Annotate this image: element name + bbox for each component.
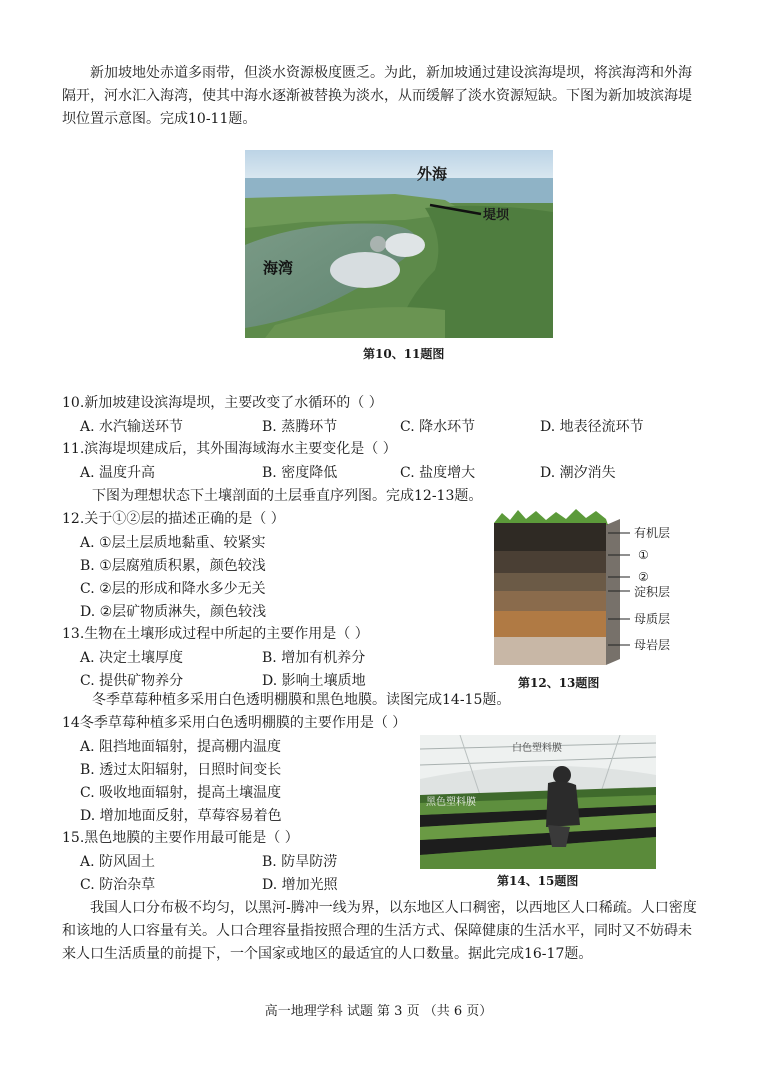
question-12-stem: 12.关于①②层的描述正确的是（ ） (62, 511, 285, 527)
q10-option-a[interactable]: A. 水汽输送环节 (80, 419, 184, 435)
intro-paragraph-singapore: 新加坡地处赤道多雨带，但淡水资源极度匮乏。为此，新加坡通过建设滨海堤坝，将滨海湾和外海隔开，河水汇入海湾，使其中海水逐渐被替换为淡水，从而缓解了淡水资源短缺。下图为新加坡滨海堤坝位置示意图。完成10-11题。 (62, 65, 692, 127)
greenhouse-photo (420, 735, 656, 869)
q12-option-c[interactable]: C. ②层的形成和降水多少无关 (80, 581, 266, 597)
question-13-stem: 13.生物在土壤形成过程中所起的主要作用是（ ） (62, 626, 369, 642)
label-white-film: 白色塑料膜 (512, 743, 562, 754)
q14-option-a[interactable]: A. 阻挡地面辐射，提高棚内温度 (80, 739, 282, 755)
figure-caption-10-11: 第10、11题图 (363, 347, 445, 361)
label-bay: 海湾 (263, 259, 294, 277)
q12-option-d[interactable]: D. ②层矿物质淋失，颜色较浅 (80, 604, 267, 620)
q14-option-b[interactable]: B. 透过太阳辐射，日照时间变长 (80, 762, 282, 778)
question-10-stem: 10.新加坡建设滨海堤坝，主要改变了水循环的（ ） (62, 395, 383, 411)
intro-paragraph-strawberry: 冬季草莓种植多采用白色透明棚膜和黑色地膜。读图完成14-15题。 (92, 692, 511, 708)
q12-option-a[interactable]: A. ①层土层质地黏重、较紧实 (80, 535, 266, 551)
figure-caption-12-13: 第12、13题图 (518, 676, 600, 690)
q13-option-d[interactable]: D. 影响土壤质地 (262, 673, 366, 689)
label-black-film: 黑色塑料膜 (426, 797, 476, 808)
soil-layer-label: ② (638, 570, 649, 584)
figure-caption-14-15: 第14、15题图 (497, 874, 579, 888)
q13-option-c[interactable]: C. 提供矿物养分 (80, 673, 184, 689)
q15-option-b[interactable]: B. 防旱防涝 (262, 854, 338, 870)
soil-layer-label: 母质层 (634, 612, 671, 626)
q14-option-d[interactable]: D. 增加地面反射，草莓容易着色 (80, 808, 282, 824)
q10-option-d[interactable]: D. 地表径流环节 (540, 419, 644, 435)
q15-option-a[interactable]: A. 防风固土 (80, 854, 156, 870)
question-14-stem: 14冬季草莓种植多采用白色透明棚膜的主要作用是（ ） (62, 715, 407, 731)
intro-paragraph-soil: 下图为理想状态下土壤剖面的土层垂直序列图。完成12-13题。 (92, 488, 483, 504)
intro-paragraph-population: 我国人口分布极不均匀，以黑河-腾冲一线为界，以东地区人口稠密，以西地区人口稀疏。人口密度和该地的人口容量有关。人口合理容量指按照合理的生活方式、保障健康的生活水平，同时又不妨碍未来人口生活质量的前提下，一个国家或地区的最适宜的人口数量。据此完成16-17题。 (62, 900, 697, 962)
soil-profile-figure (490, 505, 685, 670)
label-outer-sea: 外海 (417, 165, 448, 183)
q11-option-b[interactable]: B. 密度降低 (262, 465, 338, 481)
q13-option-a[interactable]: A. 决定土壤厚度 (80, 650, 184, 666)
q11-option-a[interactable]: A. 温度升高 (80, 465, 156, 481)
soil-layer-label: ① (638, 548, 649, 562)
q12-option-b[interactable]: B. ①层腐殖质积累，颜色较浅 (80, 558, 266, 574)
soil-layer-label: 淀积层 (634, 585, 671, 599)
question-11-stem: 11.滨海堤坝建成后，其外围海域海水主要变化是（ ） (62, 441, 397, 457)
label-dam: 堤坝 (483, 208, 510, 223)
q15-option-d[interactable]: D. 增加光照 (262, 877, 338, 893)
question-15-stem: 15.黑色地膜的主要作用最可能是（ ） (62, 830, 299, 846)
q15-option-c[interactable]: C. 防治杂草 (80, 877, 156, 893)
q13-option-b[interactable]: B. 增加有机养分 (262, 650, 366, 666)
marina-barrage-photo (245, 150, 553, 338)
q10-option-b[interactable]: B. 蒸腾环节 (262, 419, 338, 435)
soil-layer-label: 有机层 (634, 526, 671, 540)
page-footer: 高一地理学科 试题 第 3 页 （共 6 页） (264, 1004, 493, 1019)
soil-layer-label: 母岩层 (634, 638, 671, 652)
q14-option-c[interactable]: C. 吸收地面辐射，提高土壤温度 (80, 785, 282, 801)
q10-option-c[interactable]: C. 降水环节 (400, 419, 476, 435)
q11-option-d[interactable]: D. 潮汐消失 (540, 465, 616, 481)
q11-option-c[interactable]: C. 盐度增大 (400, 465, 476, 481)
